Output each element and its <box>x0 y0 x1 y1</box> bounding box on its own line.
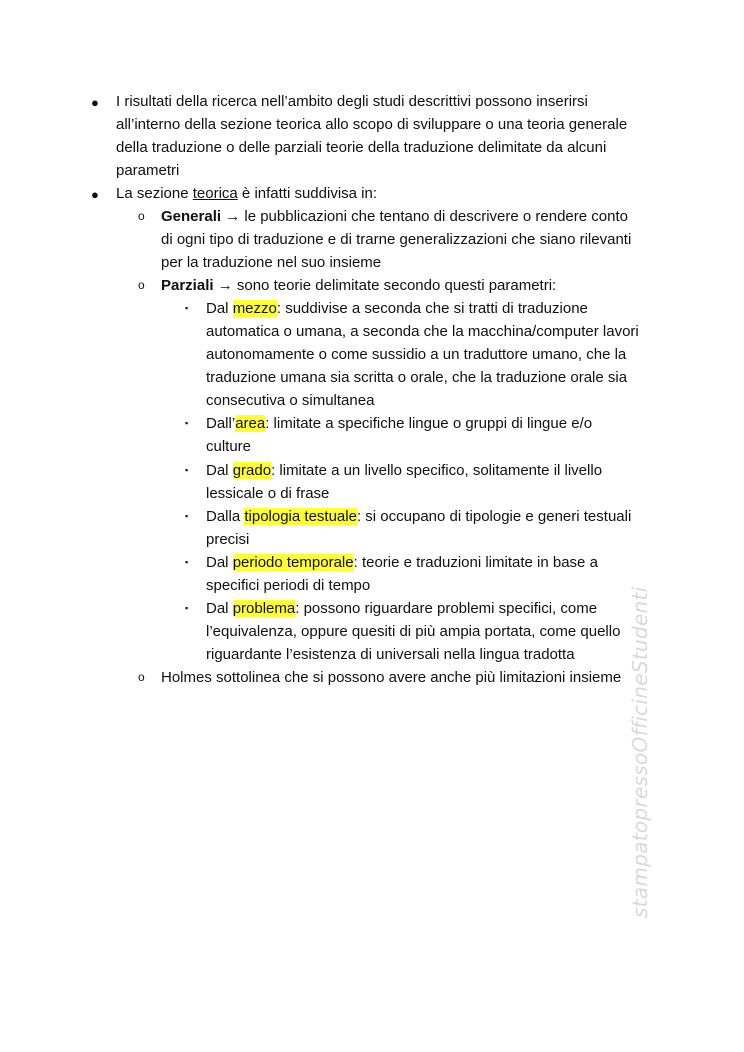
text-segment: : limitate a un livello specifico, solitamente il livello <box>271 462 603 479</box>
paragraph-line: lessicale o di frase <box>206 485 330 502</box>
bullet-disc: ● <box>91 187 99 202</box>
highlighted-term: problema <box>232 600 296 617</box>
paragraph-line <box>206 297 588 320</box>
text-segment: Dal <box>206 300 233 317</box>
text-segment: Dal <box>206 462 233 479</box>
text-segment: : limitate a specifiche lingue o gruppi di lingue e/o <box>265 415 593 432</box>
arrow: → <box>213 277 237 294</box>
text-segment: sono teorie delimitate secondo questi parametri: <box>236 277 557 294</box>
text-segment: Dalla <box>206 508 245 525</box>
watermark-text: stampatopressoOfficineStudenti <box>628 586 652 918</box>
highlighted-term: periodo temporale <box>232 554 354 571</box>
text-segment: è infatti suddivisa in: <box>237 185 378 202</box>
paragraph-line: traduzione umana sia scritta o orale, che la traduzione orale sia <box>206 369 628 386</box>
bullet-square: ▪ <box>185 418 189 428</box>
underlined-term: teorica <box>192 185 238 202</box>
paragraph-line <box>206 597 597 620</box>
paragraph-line: culture <box>206 438 252 455</box>
bullet-disc: ● <box>91 95 99 110</box>
paragraph-line <box>206 459 602 482</box>
bullet-circle: o <box>138 278 145 292</box>
paragraph-line <box>161 274 556 297</box>
highlighted-term: grado <box>232 462 272 479</box>
bullet-circle: o <box>138 670 145 684</box>
paragraph-line: precisi <box>206 531 250 548</box>
text-segment: La sezione <box>116 185 193 202</box>
paragraph-line: di ogni tipo di traduzione e di trarne generalizzazioni che siano rilevanti <box>161 231 632 248</box>
paragraph-line: specifici periodi di tempo <box>206 577 371 594</box>
paragraph-line <box>206 505 631 528</box>
text-segment: : possono riguardare problemi specifici, come <box>295 600 598 617</box>
paragraph-line: della traduzione o delle parziali teorie della traduzione delimitate da alcuni <box>116 139 607 156</box>
paragraph-line: l’equivalenza, oppure quesiti di più ampia portata, come quello <box>206 623 621 640</box>
paragraph-line: autonomamente o come sussidio a un traduttore umano, che la <box>206 346 627 363</box>
paragraph-line: per la traduzione nel suo insieme <box>161 254 382 271</box>
paragraph-line <box>116 182 377 205</box>
text-segment: Dal <box>206 554 233 571</box>
text-segment: Dal <box>206 600 233 617</box>
paragraph-line: consecutiva o simultanea <box>206 392 375 409</box>
bullet-square: ▪ <box>185 511 189 521</box>
paragraph-line: I risultati della ricerca nell’ambito degli studi descrittivi possono inserirsi <box>116 93 588 110</box>
arrow: → <box>221 208 245 225</box>
text-segment: : si occupano di tipologie e generi testuali <box>356 508 632 525</box>
bullet-square: ▪ <box>185 603 189 613</box>
highlighted-term: mezzo <box>232 300 277 317</box>
highlighted-term: area <box>235 415 266 432</box>
text-segment: Dall’ <box>206 415 236 432</box>
bold-term: Generali <box>161 208 222 225</box>
paragraph-line <box>206 412 592 435</box>
paragraph-line <box>206 551 598 574</box>
paragraph-line: Holmes sottolinea che si possono avere anche più limitazioni insieme <box>161 669 622 686</box>
highlighted-term: tipologia testuale <box>244 508 357 525</box>
bold-term: Parziali <box>161 277 214 294</box>
text-segment: : teorie e traduzioni limitate in base a <box>353 554 598 571</box>
text-segment: le pubblicazioni che tentano di descrivere o rendere conto <box>244 208 628 225</box>
paragraph-line <box>161 205 628 228</box>
paragraph-line: parametri <box>116 162 180 179</box>
bullet-square: ▪ <box>185 465 189 475</box>
paragraph-line: riguardante l’esistenza di universali nella lingua tradotta <box>206 646 575 663</box>
paragraph-line: all’interno della sezione teorica allo scopo di sviluppare o una teoria generale <box>116 116 628 133</box>
bullet-square: ▪ <box>185 557 189 567</box>
text-segment: : suddivise a seconda che si tratti di traduzione <box>276 300 588 317</box>
paragraph-line: automatica o umana, a seconda che la macchina/computer lavori <box>206 323 639 340</box>
bullet-square: ▪ <box>185 303 189 313</box>
bullet-circle: o <box>138 209 145 223</box>
